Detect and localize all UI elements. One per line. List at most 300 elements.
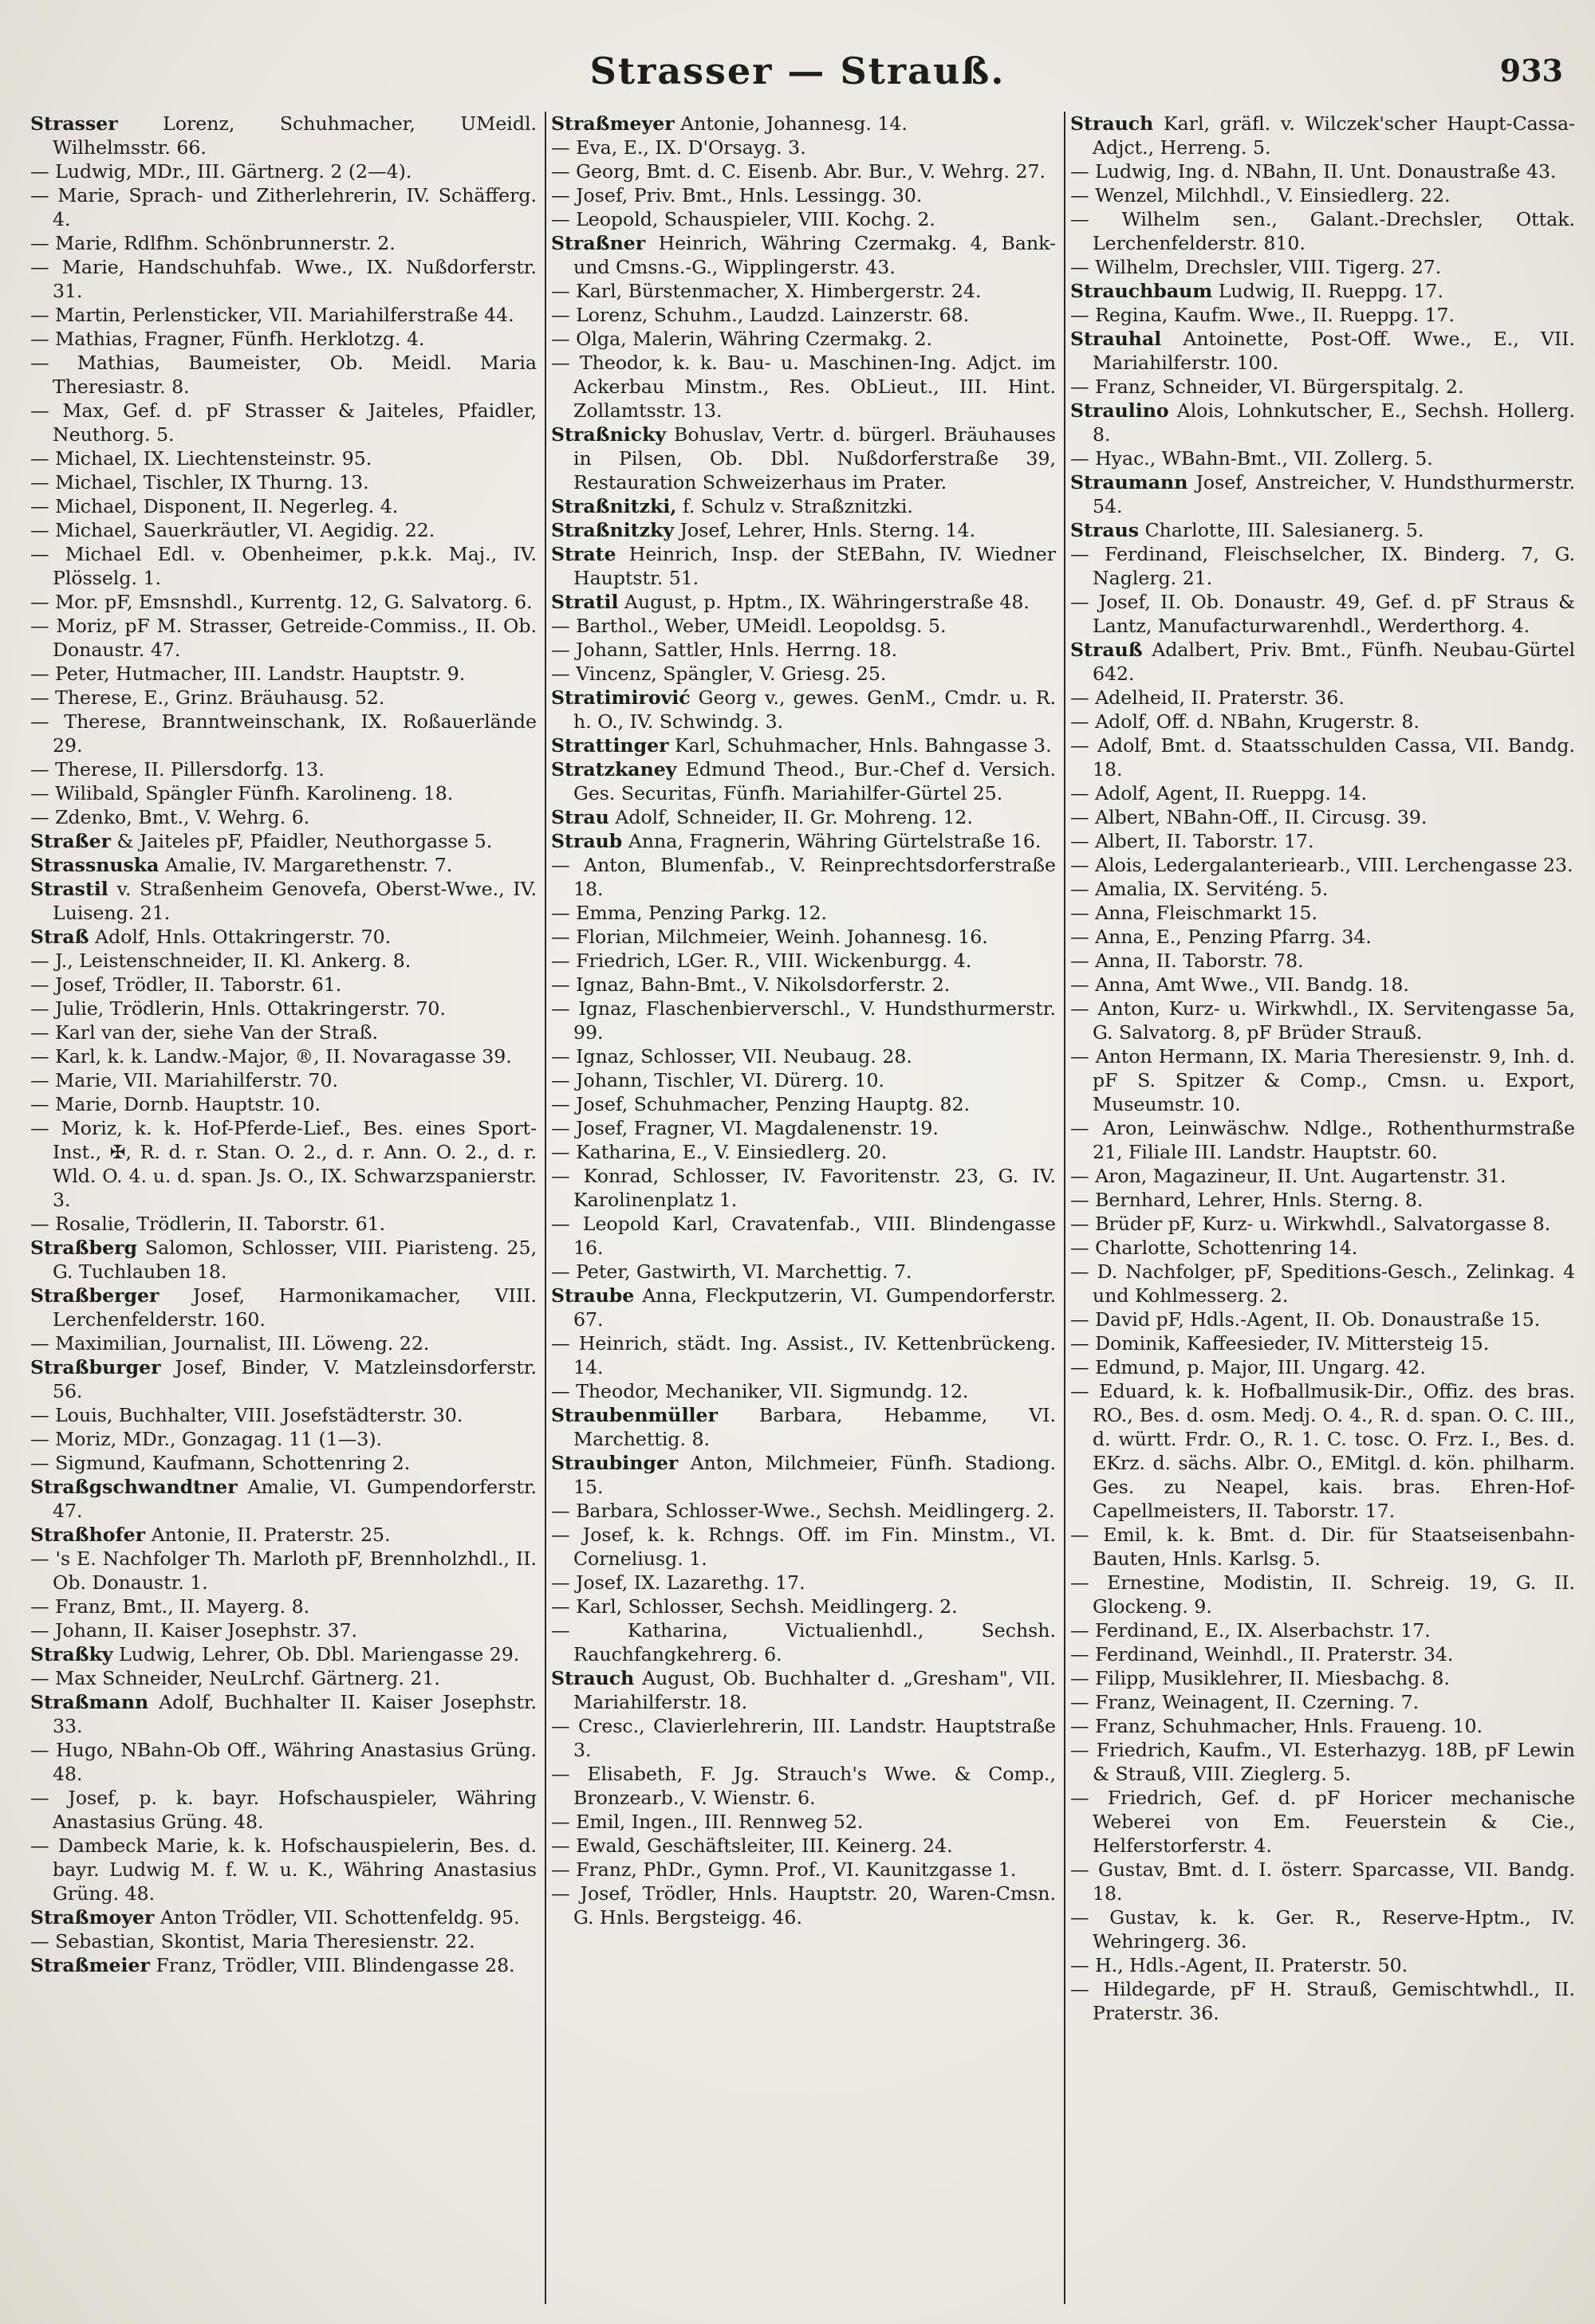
entry-text: — Louis, Buchhalter, VIII. Josefstädterstr. 30. <box>30 1404 463 1426</box>
directory-entry <box>551 638 1056 662</box>
directory-entry <box>1070 733 1575 781</box>
entry-text: — Ferdinand, E., IX. Alserbachstr. 17. <box>1070 1619 1431 1642</box>
entry-text: — Johann, Tischler, VI. Dürerg. 10. <box>551 1069 885 1091</box>
directory-entry <box>30 399 537 446</box>
entry-text: — Michael, Sauerkräutler, VI. Aegidig. 22. <box>30 519 435 541</box>
entry-text: — Sebastian, Skontist, Maria Theresienstr. 22. <box>30 1930 475 1952</box>
entry-text: — Barthol., Weber, UMeidl. Leopoldsg. 5. <box>551 615 947 637</box>
directory-entry <box>1070 997 1575 1044</box>
entry-text: — Aron, Leinwäschw. Ndlge., Rothenthurmstraße 21, Filiale III. Landstr. Hauptstr. 60. <box>1070 1117 1575 1163</box>
directory-entry <box>1070 1116 1575 1164</box>
entry-headword: Strauß <box>1070 639 1143 661</box>
directory-entry <box>30 1547 537 1595</box>
entry-text: — Marie, Handschuhfab. Wwe., IX. Nußdorferstr. 31. <box>30 256 537 302</box>
page-number: 933 <box>1499 53 1563 88</box>
entry-headword: Straumann <box>1070 471 1188 494</box>
directory-entry <box>30 159 537 183</box>
entry-text: — Brüder pF, Kurz- u. Wirkwhdl., Salvatorgasse 8. <box>1070 1213 1551 1235</box>
entry-text: — Emil, k. k. Bmt. d. Dir. für Staatseisenbahn-Bauten, Hnls. Karlsg. 5. <box>1070 1524 1575 1570</box>
directory-entry <box>1070 638 1575 686</box>
entry-text: — Adolf, Off. d. NBahn, Krugerstr. 8. <box>1070 710 1420 733</box>
entry-headword: Straßburger <box>30 1356 161 1378</box>
entry-text: Antoinette, Post-Off. Wwe., E., VII. Mariahilferstr. 100. <box>1093 328 1575 374</box>
entry-text: Ludwig, II. Rueppg. 17. <box>1218 280 1443 302</box>
directory-entry <box>1070 925 1575 949</box>
directory-entry <box>30 805 537 829</box>
directory-entry <box>1070 1523 1575 1571</box>
entry-text: — Maximilian, Journalist, III. Löweng. 22. <box>30 1332 430 1355</box>
directory-entry <box>551 1762 1056 1810</box>
entry-text: — Barbara, Schlosser-Wwe., Sechsh. Meidlingerg. 2. <box>551 1500 1055 1522</box>
directory-entry <box>1070 1188 1575 1212</box>
column-1 <box>26 112 545 2304</box>
directory-entry <box>30 1451 537 1475</box>
directory-entry <box>1070 1379 1575 1523</box>
entry-text: — Ernestine, Modistin, II. Schreig. 19, G. II. Glockeng. 9. <box>1070 1571 1575 1618</box>
directory-entry <box>551 1164 1056 1212</box>
entry-text: Heinrich, Währing Czermakg. 4, Bank- und Cmsns.-G., Wipplingerstr. 43. <box>573 232 1056 278</box>
entry-text: — Adelheid, II. Praterstr. 36. <box>1070 686 1345 709</box>
entry-text: — Ignaz, Flaschenbierverschl., V. Hundsthurmerstr. 99. <box>551 997 1056 1044</box>
directory-entry <box>551 1882 1056 1929</box>
entry-text: — Ignaz, Bahn-Bmt., V. Nikolsdorferstr. 2. <box>551 973 951 996</box>
entry-text: Josef, Binder, V. Matzleinsdorferstr. 56. <box>53 1356 537 1402</box>
entry-text: — Anna, II. Taborstr. 78. <box>1070 950 1304 972</box>
entry-text: — Marie, VII. Mariahilferstr. 70. <box>30 1069 338 1091</box>
entry-text: — 's E. Nachfolger Th. Marloth pF, Brennholzhdl., II. Ob. Donaustr. 1. <box>30 1547 537 1594</box>
entry-text: — Hyac., WBahn-Bmt., VII. Zollerg. 5. <box>1070 447 1433 470</box>
entry-text: — Friedrich, LGer. R., VIII. Wickenburgg. 4. <box>551 950 972 972</box>
directory-entry <box>30 183 537 231</box>
entry-text: — Mathias, Fragner, Fünfh. Herklotzg. 4. <box>30 328 425 350</box>
directory-entry <box>1070 279 1575 303</box>
directory-entry <box>1070 1858 1575 1905</box>
entry-headword: Straßhofer <box>30 1524 146 1546</box>
directory-entry <box>30 662 537 686</box>
directory-entry <box>551 853 1056 901</box>
directory-entry <box>1070 949 1575 973</box>
directory-entry <box>551 231 1056 279</box>
entry-headword: Strate <box>551 543 616 565</box>
entry-text: — Emma, Penzing Parkg. 12. <box>551 902 827 924</box>
directory-entry <box>1070 470 1575 518</box>
entry-headword: Straß <box>30 926 89 948</box>
directory-entry <box>30 1738 537 1786</box>
entry-headword: Straßmoyer <box>30 1906 155 1929</box>
entry-text: — Friedrich, Kaufm., VI. Esterhazyg. 18B, pF Lewin & Strauß, VIII. Zieglerg. 5. <box>1070 1739 1575 1785</box>
entry-text: — Josef, k. k. Rchngs. Off. im Fin. Minstm., VI. Corneliusg. 1. <box>551 1524 1056 1570</box>
entry-text: — Adolf, Bmt. d. Staatsschulden Cassa, VII. Bandg. 18. <box>1070 734 1575 781</box>
directory-entry <box>551 1618 1056 1666</box>
directory-entry <box>1070 901 1575 925</box>
directory-entry <box>30 1523 537 1547</box>
entry-text: — Anton, Kurz- u. Wirkwhdl., IX. Servitengasse 5a, G. Salvatorg. 8, pF Brüder Strauß. <box>1070 997 1575 1044</box>
directory-entry <box>30 877 537 925</box>
directory-entry <box>1070 399 1575 446</box>
directory-entry <box>30 1786 537 1834</box>
entry-text: Charlotte, III. Salesianerg. 5. <box>1144 519 1424 541</box>
directory-entry <box>551 829 1056 853</box>
directory-entry <box>1070 590 1575 638</box>
entry-text: Josef, Anstreicher, V. Hundsthurmerstr. 54. <box>1093 471 1576 517</box>
directory-entry <box>551 327 1056 351</box>
directory-entry <box>1070 781 1575 805</box>
directory-entry <box>551 542 1056 590</box>
directory-entry <box>551 518 1056 542</box>
entry-text: — Max Schneider, NeuLrchf. Gärtnerg. 21. <box>30 1667 440 1689</box>
directory-entry <box>1070 1212 1575 1236</box>
directory-entry <box>1070 1953 1575 1977</box>
entry-text: — Marie, Rdlfhm. Schönbrunnerstr. 2. <box>30 232 396 254</box>
directory-entry <box>1070 542 1575 590</box>
directory-entry <box>551 997 1056 1044</box>
entry-text: — Johann, Sattler, Hnls. Herrng. 18. <box>551 639 898 661</box>
entry-text: — Ferdinand, Weinhdl., II. Praterstr. 34. <box>1070 1643 1454 1665</box>
directory-entry <box>30 112 537 159</box>
entry-text: — Wenzel, Milchhdl., V. Einsiedlerg. 22. <box>1070 184 1451 206</box>
entry-text: — Gustav, k. k. Ger. R., Reserve-Hptm., IV. Wehringerg. 36. <box>1070 1906 1575 1952</box>
directory-entry <box>1070 1642 1575 1666</box>
entry-text: — Albert, II. Taborstr. 17. <box>1070 830 1314 852</box>
entry-text: — Adolf, Agent, II. Rueppg. 14. <box>1070 782 1368 804</box>
entry-text: — Florian, Milchmeier, Weinh. Johannesg. 16. <box>551 926 988 948</box>
entry-text: — Josef, II. Ob. Donaustr. 49, Gef. d. pF Straus & Lantz, Manufacturwarenhdl., Werderthorg. 4. <box>1070 591 1575 637</box>
entry-text: Lorenz, Schuhmacher, UMeidl. Wilhelmsstr. 66. <box>53 112 538 159</box>
entry-text: — Anna, Fleischmarkt 15. <box>1070 902 1318 924</box>
directory-entry <box>1070 1164 1575 1188</box>
entry-headword: Straus <box>1070 519 1140 541</box>
entry-text: Ludwig, Lehrer, Ob. Dbl. Mariengasse 29. <box>119 1643 520 1665</box>
entry-text: Bohuslav, Vertr. d. bürgerl. Bräuhauses in Pilsen, Ob. Dbl. Nußdorferstraße 39, Restauration Schweizerhaus im Prater. <box>573 423 1057 494</box>
entry-text: Adolf, Schneider, II. Gr. Mohreng. 12. <box>615 806 973 828</box>
directory-entry <box>551 423 1056 494</box>
directory-entry <box>30 1068 537 1092</box>
entry-text: — Olga, Malerin, Währing Czermakg. 2. <box>551 328 933 350</box>
entry-text: — Max, Gef. d. pF Strasser & Jaiteles, Pfaidler, Neuthorg. 5. <box>30 399 537 446</box>
entry-headword: Strastil <box>30 878 108 900</box>
directory-entry <box>30 710 537 757</box>
entry-text: — Filipp, Musiklehrer, II. Miesbachg. 8. <box>1070 1667 1450 1689</box>
directory-entry <box>30 1427 537 1451</box>
entry-text: — Theodor, k. k. Bau- u. Maschinen-Ing. Adjct. im Ackerbau Minstm., Res. ObLieut., III. Hint. Zollamtsstr. 13. <box>551 352 1056 422</box>
entry-text: — Georg, Bmt. d. C. Eisenb. Abr. Bur., V. Wehrg. 27. <box>551 160 1046 183</box>
directory-entry <box>30 686 537 710</box>
entry-text: — Anton, Blumenfab., V. Reinprechtsdorferstraße 18. <box>551 854 1056 900</box>
directory-entry <box>551 949 1056 973</box>
entry-headword: Strauch <box>1070 112 1154 135</box>
entry-headword: Straßnitzki, <box>551 495 677 517</box>
directory-entry <box>30 997 537 1020</box>
entry-headword: Stratimirović <box>551 686 691 709</box>
directory-entry <box>1070 877 1575 901</box>
entry-headword: Straube <box>551 1284 635 1307</box>
column-3 <box>1064 112 1583 2304</box>
entry-headword: Strauhal <box>1070 328 1162 350</box>
entry-text: Karl, Schuhmacher, Hnls. Bahngasse 3. <box>675 734 1052 757</box>
entry-text: Amalie, VI. Gumpendorferstr. 47. <box>53 1476 537 1522</box>
directory-entry <box>30 853 537 877</box>
entry-headword: Strattinger <box>551 734 669 757</box>
directory-entry <box>551 159 1056 183</box>
directory-entry <box>551 1834 1056 1858</box>
directory-entry <box>1070 183 1575 207</box>
directory-entry <box>30 1834 537 1905</box>
entry-text: Adolf, Hnls. Ottakringerstr. 70. <box>95 926 392 948</box>
entry-text: — Ewald, Geschäftsleiter, III. Keinerg. 24. <box>551 1834 953 1857</box>
entry-text: — Ferdinand, Fleischselcher, IX. Binderg. 7, G. Naglerg. 21. <box>1070 543 1575 589</box>
directory-entry <box>30 1666 537 1690</box>
entry-text: — Ignaz, Schlosser, VII. Neubaug. 28. <box>551 1045 912 1068</box>
directory-entry <box>30 542 537 590</box>
directory-entry <box>551 351 1056 423</box>
directory-entry <box>551 303 1056 327</box>
directory-entry <box>1070 1738 1575 1786</box>
entry-text: — Anna, E., Penzing Pfarrg. 34. <box>1070 926 1372 948</box>
directory-entry <box>30 1284 537 1331</box>
entry-text: — Michael, IX. Liechtensteinstr. 95. <box>30 447 372 470</box>
entry-headword: Straßnicky <box>551 423 667 446</box>
directory-entry <box>551 279 1056 303</box>
entry-headword: Straulino <box>1070 399 1169 422</box>
directory-entry <box>30 1092 537 1116</box>
directory-entry <box>551 1595 1056 1618</box>
entry-text: — Heinrich, städt. Ing. Assist., IV. Kettenbrückeng. 14. <box>551 1332 1056 1378</box>
entry-text: — Elisabeth, F. Jg. Strauch's Wwe. & Comp., Bronzearb., V. Wienstr. 6. <box>551 1763 1056 1809</box>
directory-entry <box>1070 1571 1575 1618</box>
directory-entry <box>30 1475 537 1523</box>
entry-text: — Regina, Kaufm. Wwe., II. Rueppg. 17. <box>1070 304 1455 326</box>
entry-text: Adalbert, Priv. Bmt., Fünfh. Neubau-Gürtel 642. <box>1093 639 1576 685</box>
entry-text: Heinrich, Insp. der StEBahn, IV. Wiedner Hauptstr. 51. <box>573 543 1056 589</box>
directory-entry <box>551 207 1056 231</box>
directory-entry <box>1070 1044 1575 1116</box>
entry-text: — Zdenko, Bmt., V. Wehrg. 6. <box>30 806 310 828</box>
entry-headword: Straßmeyer <box>551 112 675 135</box>
entry-text: August, p. Hptm., IX. Währingerstraße 48. <box>624 591 1030 613</box>
directory-entry <box>1070 1714 1575 1738</box>
directory-entry <box>30 925 537 949</box>
directory-entry <box>551 1068 1056 1092</box>
directory-entry <box>30 1331 537 1355</box>
entry-headword: Straßberger <box>30 1284 160 1307</box>
directory-entry <box>551 1499 1056 1523</box>
entry-text: August, Ob. Buchhalter d. „Gresham", VII. Mariahilferstr. 18. <box>573 1667 1057 1713</box>
entry-text: Amalie, IV. Margarethenstr. 7. <box>164 854 453 876</box>
directory-entry <box>30 829 537 853</box>
directory-entry <box>551 805 1056 829</box>
entry-text: — Lorenz, Schuhm., Laudzd. Lainzerstr. 68. <box>551 304 970 326</box>
directory-entry <box>1070 1355 1575 1379</box>
entry-text: Edmund Theod., Bur.-Chef d. Versich. Ges. Securitas, Fünfh. Mariahilfer-Gürtel 25. <box>573 758 1056 804</box>
entry-headword: Straubenmüller <box>551 1404 718 1426</box>
directory-entry <box>551 1451 1056 1499</box>
directory-entry <box>30 757 537 781</box>
entry-text: — Sigmund, Kaufmann, Schottenring 2. <box>30 1452 411 1474</box>
directory-entry <box>30 470 537 494</box>
entry-text: — Wilhelm sen., Galant.-Drechsler, Ottak. Lerchenfelderstr. 810. <box>1070 208 1575 254</box>
entry-text: — Konrad, Schlosser, IV. Favoritenstr. 23, G. IV. Karolinenplatz 1. <box>551 1165 1056 1211</box>
entry-text: — Therese, Branntweinschank, IX. Roßauerlände 29. <box>30 710 537 757</box>
directory-entry <box>551 136 1056 159</box>
entry-text: — Michael Edl. v. Obenheimer, p.k.k. Maj., IV. Plösselg. 1. <box>30 543 537 589</box>
directory-entry <box>30 1044 537 1068</box>
entry-text: — Marie, Dornb. Hauptstr. 10. <box>30 1093 321 1115</box>
entry-text: — Leopold Karl, Cravatenfab., VIII. Blindengasse 16. <box>551 1213 1056 1259</box>
directory-entry <box>551 1331 1056 1379</box>
entry-text: — Amalia, IX. Serviténg. 5. <box>1070 878 1329 900</box>
entry-text: — Moriz, k. k. Hof-Pferde-Lief., Bes. eines Sport-Inst., ✠, R. d. r. Stan. O. 2., d. r. Ann. O. 2., d. r. Wld. O. 4. u. d. span. Js. O., IX. Schwarzspanierstr. 3. <box>30 1117 537 1211</box>
directory-entry <box>1070 973 1575 997</box>
directory-entry <box>1070 1618 1575 1642</box>
directory-entry <box>1070 518 1575 542</box>
entry-text: — Josef, Priv. Bmt., Hnls. Lessingg. 30. <box>551 184 923 206</box>
entry-text: — Karl, k. k. Landw.-Major, ®, II. Novaragasse 39. <box>30 1045 512 1068</box>
entry-text: — Wilibald, Spängler Fünfh. Karolineng. 18. <box>30 782 454 804</box>
directory-entry <box>30 949 537 973</box>
directory-entry <box>551 1810 1056 1834</box>
directory-entry <box>551 662 1056 686</box>
entry-text: — Johann, II. Kaiser Josephstr. 37. <box>30 1619 357 1642</box>
entry-text: — Julie, Trödlerin, Hnls. Ottakringerstr. 70. <box>30 997 446 1020</box>
entry-text: Georg v., gewes. GenM., Cmdr. u. R. h. O., IV. Schwindg. 3. <box>573 686 1057 733</box>
entry-text: — D. Nachfolger, pF, Speditions-Gesch., Zelinkag. 4 und Kohlmesserg. 2. <box>1070 1260 1575 1307</box>
directory-entry <box>1070 159 1575 183</box>
entry-headword: Strauch <box>551 1667 635 1689</box>
entry-text: Anton Trödler, VII. Schottenfeldg. 95. <box>160 1906 520 1929</box>
directory-entry <box>30 494 537 518</box>
entry-text: — Theodor, Mechaniker, VII. Sigmundg. 12. <box>551 1380 969 1402</box>
entry-text: — Karl, Bürstenmacher, X. Himbergerstr. 24. <box>551 280 982 302</box>
entry-text: f. Schulz v. Straßznitzki. <box>683 495 913 517</box>
entry-text: — Cresc., Clavierlehrerin, III. Landstr. Hauptstraße 3. <box>551 1715 1056 1761</box>
entry-headword: Straubinger <box>551 1452 679 1474</box>
entry-text: — Anton Hermann, IX. Maria Theresienstr. 9, Inh. d. pF S. Spitzer & Comp., Cmsn. u. Export, Museumstr. 10. <box>1070 1045 1575 1115</box>
entry-text: — Rosalie, Trödlerin, II. Taborstr. 61. <box>30 1213 386 1235</box>
entry-text: — J., Leistenschneider, II. Kl. Ankerg. 8. <box>30 950 412 972</box>
directory-entry <box>30 1595 537 1618</box>
entry-text: — Aron, Magazineur, II. Unt. Augartenstr. 31. <box>1070 1165 1506 1187</box>
entry-headword: Straßky <box>30 1643 113 1665</box>
entry-text: — Dominik, Kaffeesieder, IV. Mittersteig 15. <box>1070 1332 1490 1355</box>
entry-text: — Marie, Sprach- und Zitherlehrerin, IV. Schäfferg. 4. <box>30 184 537 230</box>
directory-entry <box>551 1403 1056 1451</box>
directory-entry <box>30 1642 537 1666</box>
entry-text: — Franz, Weinagent, II. Czerning. 7. <box>1070 1691 1420 1713</box>
entry-text: — Josef, Trödler, II. Taborstr. 61. <box>30 973 342 996</box>
entry-text: — Wilhelm, Drechsler, VIII. Tigerg. 27. <box>1070 256 1442 278</box>
directory-entry <box>551 901 1056 925</box>
entry-text: — Katharina, E., V. Einsiedlerg. 20. <box>551 1141 888 1163</box>
entry-text: — Alois, Ledergalanteriearb., VIII. Lerchengasse 23. <box>1070 854 1573 876</box>
directory-entry <box>1070 853 1575 877</box>
entry-text: Antonie, II. Praterstr. 25. <box>151 1524 391 1546</box>
directory-entry <box>551 614 1056 638</box>
entry-headword: Strasser <box>30 112 118 135</box>
entry-headword: Strauchbaum <box>1070 280 1213 302</box>
directory-entry <box>30 614 537 662</box>
directory-entry <box>30 781 537 805</box>
entry-text: — Karl, Schlosser, Sechsh. Meidlingerg. 2. <box>551 1595 958 1618</box>
directory-entry <box>551 1116 1056 1140</box>
entry-text: v. Straßenheim Genovefa, Oberst-Wwe., IV. Luiseng. 21. <box>53 878 537 924</box>
entry-headword: Straßberg <box>30 1237 138 1259</box>
directory-entry <box>551 1284 1056 1331</box>
entry-text: — Franz, Schuhmacher, Hnls. Fraueng. 10. <box>1070 1715 1483 1737</box>
entry-text: — Franz, Schneider, VI. Bürgerspitalg. 2. <box>1070 376 1464 398</box>
column-2 <box>545 112 1064 2304</box>
directory-entry <box>1070 1260 1575 1307</box>
directory-entry <box>1070 1307 1575 1331</box>
entry-text: — Emil, Ingen., III. Rennweg 52. <box>551 1811 864 1833</box>
directory-entry <box>30 1116 537 1212</box>
directory-entry <box>1070 1905 1575 1953</box>
entry-text: — Josef, Trödler, Hnls. Hauptstr. 20, Waren-Cmsn. G. Hnls. Bergsteigg. 46. <box>551 1882 1056 1929</box>
entry-text: — Josef, p. k. bayr. Hofschauspieler, Währing Anastasius Grüng. 48. <box>30 1787 537 1833</box>
directory-entry <box>30 303 537 327</box>
directory-entry <box>30 255 537 303</box>
entry-text: — Albert, NBahn-Off., II. Circusg. 39. <box>1070 806 1428 828</box>
directory-entry <box>30 1403 537 1427</box>
directory-entry <box>551 1379 1056 1403</box>
entry-text: — Ludwig, MDr., III. Gärtnerg. 2 (2—4). <box>30 160 412 183</box>
entry-text: — Franz, PhDr., Gymn. Prof., VI. Kaunitzgasse 1. <box>551 1858 1017 1881</box>
entry-text: — Josef, Schuhmacher, Penzing Hauptg. 82. <box>551 1093 970 1115</box>
entry-headword: Straßer <box>30 830 112 852</box>
entry-text: — Mathias, Baumeister, Ob. Meidl. Maria Theresiastr. 8. <box>30 352 537 398</box>
entry-text: — Edmund, p. Major, III. Ungarg. 42. <box>1070 1356 1426 1378</box>
directory-entry <box>1070 1236 1575 1260</box>
directory-entry <box>1070 446 1575 470</box>
entry-text: — Bernhard, Lehrer, Hnls. Sterng. 8. <box>1070 1189 1424 1211</box>
running-head: Strasser — Strauß. <box>589 49 1006 92</box>
directory-entry <box>1070 805 1575 829</box>
entry-text: Barbara, Hebamme, VI. Marchettig. 8. <box>573 1404 1056 1450</box>
entry-headword: Straub <box>551 830 623 852</box>
entry-text: — Martin, Perlensticker, VII. Mariahilferstraße 44. <box>30 304 514 326</box>
directory-entry <box>551 925 1056 949</box>
directory-entry <box>551 1092 1056 1116</box>
entry-text: Antonie, Johannesg. 14. <box>680 112 908 135</box>
entry-text: Salomon, Schlosser, VIII. Piaristeng. 25, G. Tuchlauben 18. <box>53 1237 538 1283</box>
directory-entry <box>1070 710 1575 733</box>
entry-text: & Jaiteles pF, Pfaidler, Neuthorgasse 5. <box>116 830 493 852</box>
entry-text: — Therese, II. Pillersdorfg. 13. <box>30 758 325 781</box>
directory-entry <box>30 1236 537 1284</box>
entry-headword: Stratil <box>551 591 619 613</box>
directory-entry <box>551 1260 1056 1284</box>
directory-entry <box>551 494 1056 518</box>
entry-headword: Strau <box>551 806 609 828</box>
entry-text: — Vincenz, Spängler, V. Griesg. 25. <box>551 663 887 685</box>
entry-text: — Eduard, k. k. Hofballmusik-Dir., Offiz. des bras. RO., Bes. d. osm. Medj. O. 4., R. d. span. O. C. III., d. württ. Frdr. O., R. 1. C. tosc. O. Frz. I., Bes. d. EKrz. d. sächs. Albr. O., EMitgl. d. kön. philharm. Ges. zu Neapel, kais. bras. Ehren-Hof-Capellmeisters, II. Taborstr. 17. <box>1070 1380 1575 1522</box>
directory-entry <box>551 686 1056 733</box>
entry-text: — H., Hdls.-Agent, II. Praterstr. 50. <box>1070 1954 1408 1976</box>
entry-text: Franz, Trödler, VIII. Blindengasse 28. <box>156 1954 515 1976</box>
directory-entry <box>1070 1331 1575 1355</box>
entry-headword: Straßgschwandtner <box>30 1476 238 1498</box>
entry-text: Anton, Milchmeier, Fünfh. Stadiong. 15. <box>573 1452 1057 1498</box>
directory-entry <box>30 590 537 614</box>
entry-text: — Karl van der, siehe Van der Straß. <box>30 1021 378 1044</box>
directory-entry <box>1070 829 1575 853</box>
directory-entry <box>551 1666 1056 1714</box>
directory-entry <box>1070 112 1575 159</box>
columns <box>26 112 1585 2304</box>
directory-entry <box>30 973 537 997</box>
entry-text: — Franz, Bmt., II. Mayerg. 8. <box>30 1595 310 1618</box>
directory-entry <box>551 1212 1056 1260</box>
entry-text: Alois, Lohnkutscher, E., Sechsh. Hollerg. 8. <box>1093 399 1575 446</box>
